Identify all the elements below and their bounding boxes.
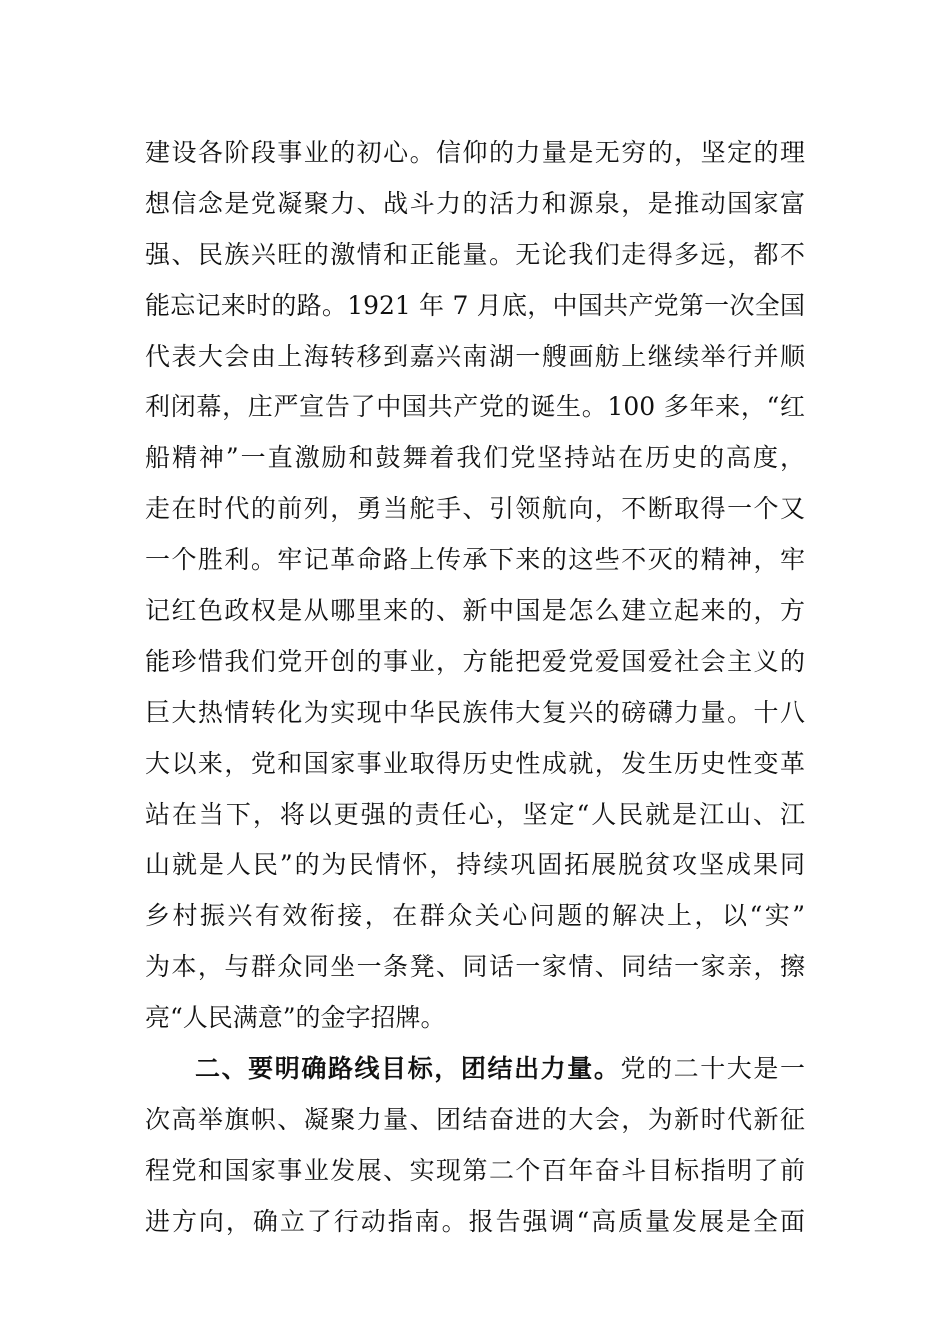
text-line: 利闭幕，庄严宣告了中国共产党的诞生。100 多年来，“红 [145,392,805,422]
text-line: 能忘记来时的路。1921 年 7 月底，中国共产党第一次全国 [145,290,805,320]
text-line: 巨大热情转化为实现中华民族伟大复兴的磅礴力量。十八 [145,697,805,727]
text-line: 想信念是党凝聚力、战斗力的活力和源泉，是推动国家富 [145,188,805,218]
body-text [145,128,805,1248]
text-line: 山就是人民”的为民情怀，持续巩固拓展脱贫攻坚成果同 [145,850,805,880]
section-heading-line [145,1044,805,1095]
text-line: 走在时代的前列，勇当舵手、引领航向，不断取得一个又 [145,494,805,524]
text-line: 船精神”一直激励和鼓舞着我们党坚持站在历史的高度， [145,443,805,473]
text-line: 能珍惜我们党开创的事业，方能把爱党爱国爱社会主义的 [145,646,805,676]
text-line: 大以来，党和国家事业取得历史性成就，发生历史性变革 [145,748,805,778]
text-line: 程党和国家事业发展、实现第二个百年奋斗目标指明了前 [145,1155,805,1185]
text-line: 强、民族兴旺的激情和正能量。无论我们走得多远，都不 [145,239,805,269]
text-line: 次高举旗帜、凝聚力量、团结奋进的大会，为新时代新征 [145,1104,805,1134]
text-line: 为本，与群众同坐一条凳、同话一家情、同结一家亲，擦 [145,952,805,982]
text-line: 站在当下，将以更强的责任心，坚定“人民就是江山、江 [145,799,805,829]
text-line: 记红色政权是从哪里来的、新中国是怎么建立起来的，方 [145,596,805,626]
section-heading: 二、要明确路线目标，团结出力量。 [195,1054,621,1084]
text-line: 进方向，确立了行动指南。报告强调“高质量发展是全面 [145,1206,805,1236]
heading-continuation: 党的二十大是一 [620,1054,805,1084]
paragraph-end-line: 亮“人民满意”的金字招牌。 [145,1003,446,1033]
text-line: 一个胜利。牢记革命路上传承下来的这些不灭的精神，牢 [145,545,805,575]
text-line: 建设各阶段事业的初心。信仰的力量是无穷的，坚定的理 [145,138,805,167]
text-line: 代表大会由上海转移到嘉兴南湖一艘画舫上继续举行并顺 [145,341,805,371]
text-line: 乡村振兴有效衔接，在群众关心问题的解决上，以“实” [145,901,805,931]
